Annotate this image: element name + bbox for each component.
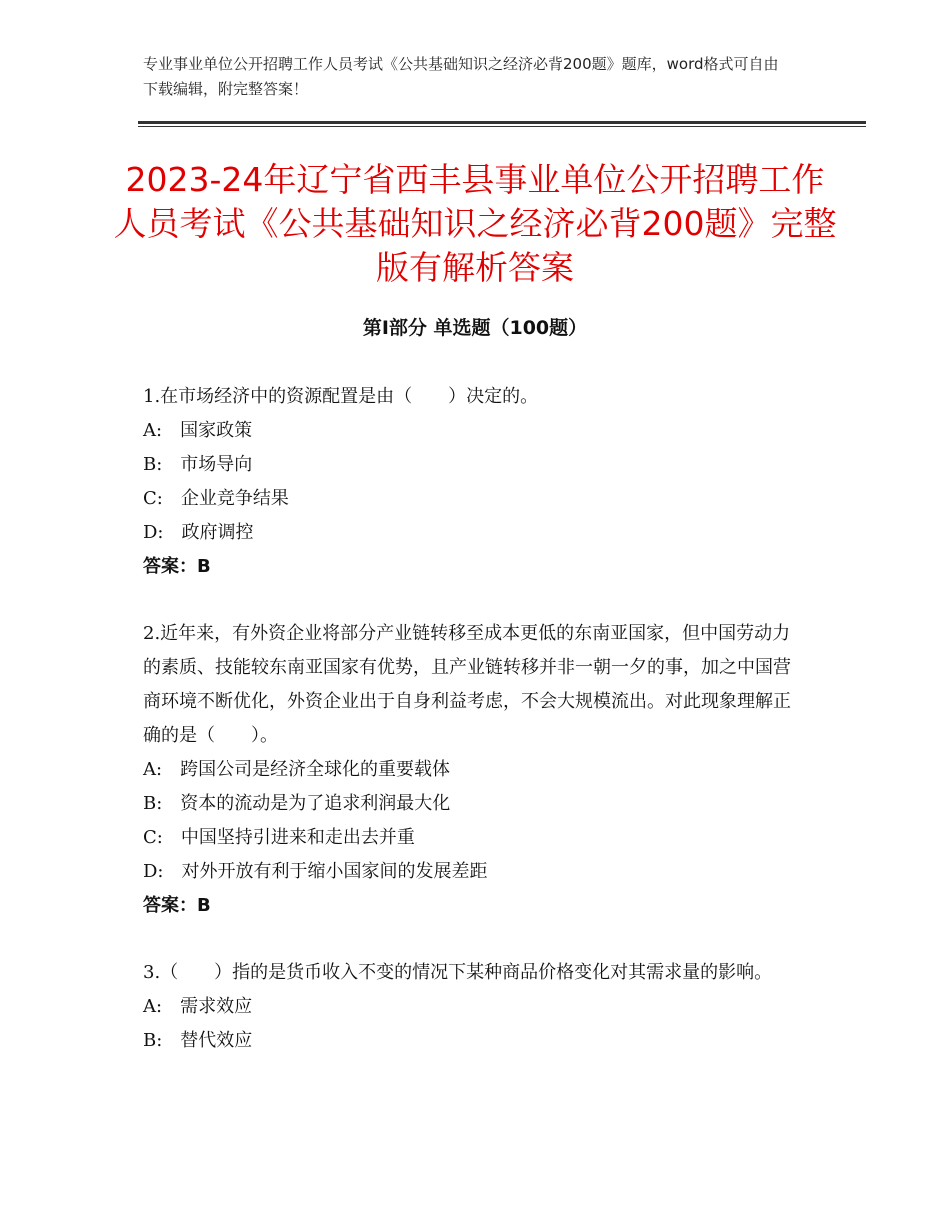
option-d: D: 对外开放有利于缩小国家间的发展差距 (143, 861, 488, 882)
question-text: 1.在市场经济中的资源配置是由（ ）决定的。 (143, 386, 539, 407)
answer-line: 答案：B (143, 556, 211, 577)
option-c: C: 中国坚持引进来和走出去并重 (143, 827, 415, 848)
question-2 (143, 617, 803, 923)
header-divider-thick (138, 121, 866, 124)
question-3 (143, 956, 803, 1058)
question-text: 2.近年来，有外资企业将部分产业链转移至成本更低的东南亚国家，但中国劳动力的素质、技能较东南亚国家有优势，且产业链转移并非一朝一夕的事，加之中国营商环境不断优化，外资企业出于自身利益考虑，不会大规模流出。对此现象理解正确的是（ ）。 (143, 623, 791, 746)
option-c: C: 企业竞争结果 (143, 488, 289, 509)
section-heading: 第Ⅰ部分 单选题（100题） (362, 317, 588, 339)
question-list (143, 380, 803, 1091)
option-a: A: 跨国公司是经济全球化的重要载体 (143, 759, 451, 780)
question-text: 3.（ ）指的是货币收入不变的情况下某种商品价格变化对其需求量的影响。 (143, 962, 773, 983)
option-b: B: 资本的流动是为了追求利润最大化 (143, 793, 451, 814)
answer-line: 答案：B (143, 895, 211, 916)
header-note: 专业事业单位公开招聘工作人员考试《公共基础知识之经济必背200题》题库，word格式可自由下载编辑，附完整答案！ (143, 55, 779, 98)
option-a: A: 需求效应 (143, 996, 253, 1017)
option-b: B: 市场导向 (143, 454, 253, 475)
document-title: 2023-24年辽宁省西丰县事业单位公开招聘工作人员考试《公共基础知识之经济必背200题》完整版有解析答案 (113, 160, 837, 287)
header-divider-thin (138, 126, 866, 127)
question-1 (143, 380, 803, 584)
option-a: A: 国家政策 (143, 420, 253, 441)
option-d: D: 政府调控 (143, 522, 254, 543)
option-b: B: 替代效应 (143, 1030, 253, 1051)
